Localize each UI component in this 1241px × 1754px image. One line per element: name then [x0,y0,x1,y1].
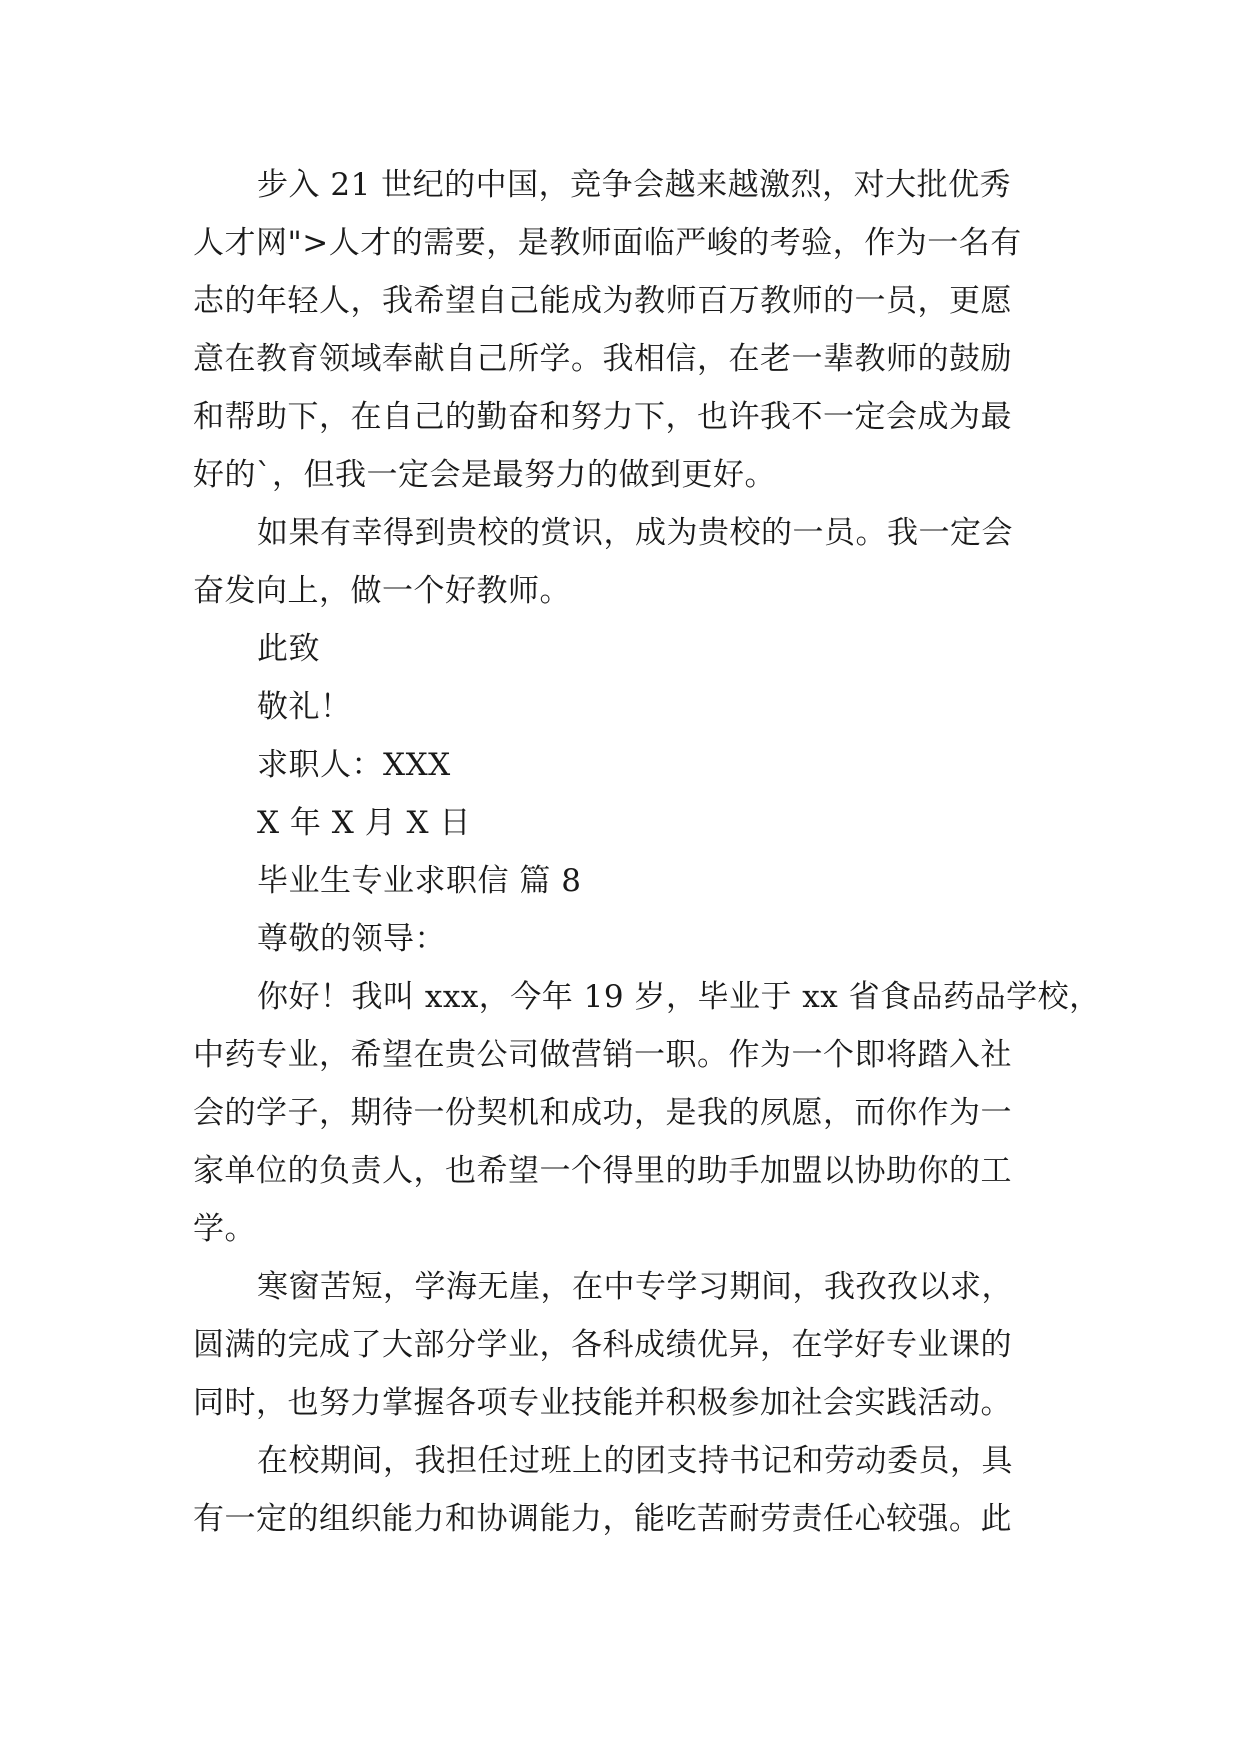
text-line: 步入 21 世纪的中国，竞争会越来越激烈，对大批优秀 [257,167,1012,203]
text-line: 圆满的完成了大部分学业，各科成绩优异，在学好专业课的 [193,1327,1012,1363]
text-line: 如果有幸得到贵校的赏识，成为贵校的一员。我一定会 [257,515,1013,551]
text-line: 意在教育领域奉献自己所学。我相信，在老一辈教师的鼓励 [193,341,1012,377]
section-heading: 毕业生专业求职信 篇 8 [257,863,582,899]
text-line: 你好！我叫 xxx，今年 19 岁，毕业于 xx 省食品药品学校， [257,979,1101,1015]
text-line: 在校期间，我担任过班上的团支持书记和劳动委员，具 [257,1443,1013,1479]
text-line: 中药专业，希望在贵公司做营销一职。作为一个即将踏入社 [193,1037,1012,1073]
text-line: 寒窗苦短，学海无崖，在中专学习期间，我孜孜以求， [257,1269,1013,1305]
applicant-signature: 求职人：XXX [257,747,451,783]
letter-body [193,156,1101,1548]
text-line: 学。 [193,1211,256,1247]
text-line: 和帮助下，在自己的勤奋和努力下，也许我不一定会成为最 [193,399,1012,435]
closing-salutation: 此致 [257,631,320,667]
greeting: 尊敬的领导： [257,921,446,957]
text-line: 志的年轻人，我希望自己能成为教师百万教师的一员，更愿 [193,283,1012,319]
text-line: 同时，也努力掌握各项专业技能并积极参加社会实践活动。 [193,1385,1012,1421]
text-line: 家单位的负责人，也希望一个得里的助手加盟以协助你的工 [193,1153,1012,1189]
text-line: 会的学子，期待一份契机和成功，是我的夙愿，而你作为一 [193,1095,1012,1131]
closing-regards: 敬礼！ [257,689,352,725]
letter-date: X 年 X 月 X 日 [257,805,471,841]
text-line: 人才网">人才的需要，是教师面临严峻的考验，作为一名有 [193,225,1022,261]
text-line: 有一定的组织能力和协调能力，能吃苦耐劳责任心较强。此 [193,1501,1012,1537]
text-line: 奋发向上，做一个好教师。 [193,573,571,609]
text-line: 好的`，但我一定会是最努力的做到更好。 [193,457,776,493]
